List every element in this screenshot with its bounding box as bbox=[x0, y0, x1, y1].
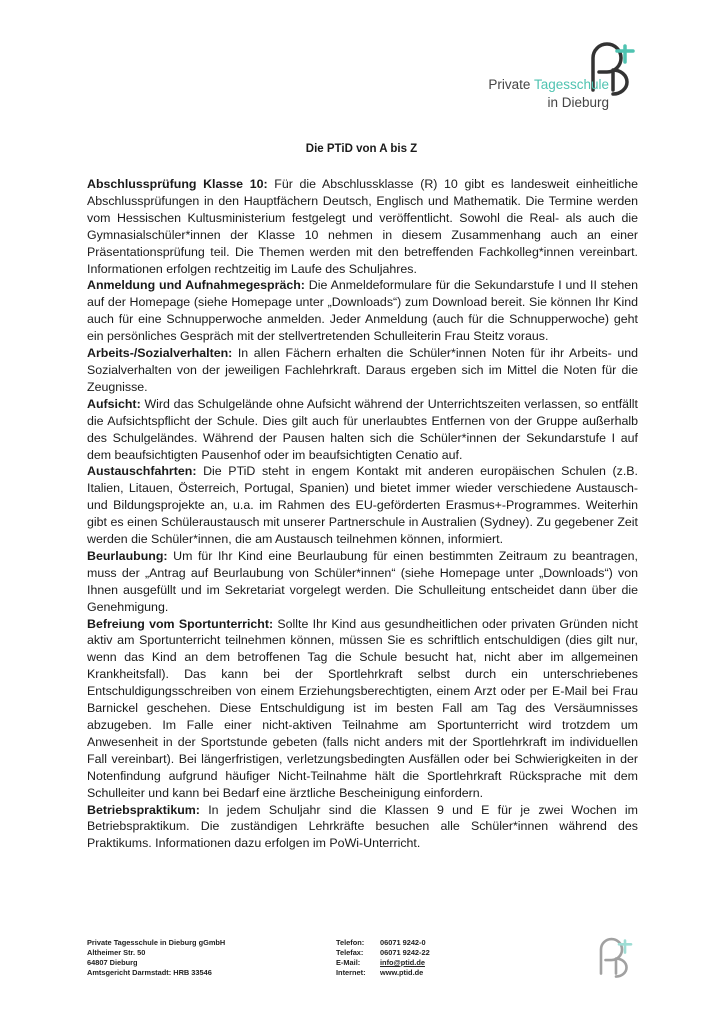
entry-betriebspraktikum bbox=[87, 802, 638, 853]
document-body bbox=[87, 176, 638, 852]
school-name-line-1 bbox=[488, 76, 609, 94]
entry-text: Die PTiD steht in engem Kontakt mit anderen europäischen Schulen (z.B. Italien, Litauen, Österreich, Portugal, Spanien) und bietet immer wieder verschiedene Austausch- und Bildungsprojekte an, u.a. im Rahmen des EU-geförderten Erasmus+-Programmes. Weiterhin gibt es einen Schüleraustausch mit unserer Partnerschule in Australien (Sydney). Zu gegebener Zeit werden die Schüler*innen, die am Austausch teilnehmen können, informiert. bbox=[87, 464, 638, 547]
footer-email-row bbox=[336, 958, 456, 968]
footer-web-row bbox=[336, 968, 456, 978]
entry-term: Beurlaubung: bbox=[87, 548, 168, 563]
footer-address bbox=[87, 938, 327, 978]
footer-fax: 06071 9242-22 bbox=[380, 948, 430, 957]
school-name-accent: Tagesschule bbox=[533, 77, 609, 92]
entry-text: Um für Ihr Kind eine Beurlaubung für einen bestimmten Zeitraum zu beantragen, muss der „Antrag auf Beurlaubung von Schüler*innen“ (siehe Homepage unter „Downloads“) von Ihnen ausgefüllt und im Sekretariat vorgelegt werden. Die Schulleitung entscheidet dann über die Genehmigung. bbox=[87, 548, 638, 614]
entry-term: Abschlussprüfung Klasse 10: bbox=[87, 177, 268, 191]
entry-aufsicht bbox=[87, 396, 638, 464]
school-name-part: Private bbox=[488, 77, 534, 92]
entry-term: Anmeldung und Aufnahmegespräch: bbox=[87, 278, 305, 293]
footer-phone: 06071 9242-0 bbox=[380, 938, 426, 947]
footer-street: Altheimer Str. 50 bbox=[87, 948, 146, 957]
school-name bbox=[488, 76, 609, 112]
entry-term: Aufsicht: bbox=[87, 396, 141, 411]
footer-email-link[interactable]: info@ptid.de bbox=[380, 958, 425, 967]
footer-phone-row bbox=[336, 938, 456, 948]
footer-label: Telefon: bbox=[336, 938, 365, 947]
entry-term: Befreiung vom Sportunterricht: bbox=[87, 616, 274, 631]
footer-label: Internet: bbox=[336, 968, 366, 977]
school-name-city: Dieburg bbox=[561, 95, 609, 110]
ptid-footer-logo-icon bbox=[598, 936, 634, 978]
entry-text: Wird das Schulgelände ohne Aufsicht während der Unterrichtszeiten verlassen, so entfällt die Aufsichtspflicht der Schule. Dies gilt auch für unerlaubtes Entfernen von der Gruppe außerhalb des Schulgeländes. Während der Pausen halten sich die Schüler*innen der Sekundarstufe I auf dem beaufsichtigten Pausenhof oder im beaufsichtigten Cenatio auf. bbox=[87, 396, 638, 462]
footer-city: 64807 Dieburg bbox=[87, 958, 138, 967]
footer-website-link[interactable]: www.ptid.de bbox=[380, 968, 424, 977]
footer-fax-row bbox=[336, 948, 456, 958]
entry-text: Für die Abschlussklasse (R) 10 gibt es landesweit einheitliche Abschlussprüfungen in den Hauptfächern Deutsch, Englisch und Mathematik. Die Termine werden vom Hessischen Kultusministerium festgelegt und veröffentlicht. Sowohl die Real- als auch die Gymnasialschüler*innen der Klasse 10 nehmen in diesem Zusammenhang auch an einer Präsentationsprüfung teil. Die Themen werden mit den betreffenden Fachkolleg*innen vereinbart. Informationen erfolgen rechtzeitig im Laufe des Schuljahres. bbox=[87, 177, 639, 276]
footer-label: E-Mail: bbox=[336, 958, 361, 967]
entry-beurlaubung bbox=[87, 548, 638, 616]
entry-text: Sollte Ihr Kind aus gesundheitlichen oder privaten Gründen nicht aktiv am Sportunterricht teilnehmen können, müssen Sie es schriftlich entschuldigen (dies gilt nur, wenn das Kind an dem betroffenen Tag die Schule besucht hat, nicht aber im allgemeinen Krankheitsfall). Das kann bei der Sportlehrkraft selbst durch ein unterschriebenes Entschuldigungsschreiben von einem Erziehungsberechtigten, einem Arzt oder per E-Mail bei Frau Barnickel geschehen. Diese Entschuldigung ist im besten Fall am Tag des Versäumnisses abzugeben. Im Falle einer nicht-aktiven Teilnahme am Sportunterricht wird trotzdem um Anwesenheit in der Sportstunde gebeten (falls nicht anders mit der Sportlehrkraft im individuellen Fall vereinbart). Bei längerfristigen, verletzungsbedingten Ausfällen oder bei Schwierigkeiten in der Notenfindung aufgrund häufiger Nicht-Teilnahme hält die Sportlehrkraft Rücksprache mit dem Schulleiter und kann bei Bedarf eine ärztliche Bescheinigung einfordern. bbox=[87, 616, 638, 800]
document-title: Die PTiD von A bis Z bbox=[305, 143, 418, 155]
entry-text: In allen Fächern erhalten die Schüler*innen Noten für ihr Arbeits- und Sozialverhalten von der jeweiligen Fachlehrkraft. Daraus ergeben sich im Mittel die Noten für die Zeugnisse. bbox=[87, 346, 638, 394]
entry-anmeldung bbox=[87, 277, 638, 345]
entry-austauschfahrten bbox=[87, 463, 638, 548]
entry-arbeits-sozialverhalten bbox=[87, 345, 638, 396]
entry-text: Die Anmeldeformulare für die Sekundarstufe I und II stehen auf der Homepage (siehe Homepage unter „Downloads“) zum Download bereit. Sie können Ihr Kind auch für eine Schnupperwoche anmelden. Jeder Anmeldung (auch für die Schnupperwoche) geht ein persönliches Gespräch mit der stellvertretenden Schulleiterin Frau Steitz voraus. bbox=[87, 278, 639, 344]
school-name-part: in bbox=[547, 95, 562, 110]
entry-abschlusspruefung bbox=[87, 176, 638, 277]
footer-register: Amtsgericht Darmstadt: HRB 33546 bbox=[87, 968, 212, 977]
entry-term: Austauschfahrten: bbox=[87, 464, 197, 479]
footer-label: Telefax: bbox=[336, 948, 364, 957]
entry-text: In jedem Schuljahr sind die Klassen 9 und E für je zwei Wochen im Betriebspraktikum. Die zuständigen Lehrkräfte besuchen alle Schüler*innen während des Praktikums. Informationen dazu erfolgen im PoWi-Unterricht. bbox=[87, 802, 638, 851]
entry-term: Arbeits-/Sozialverhalten: bbox=[87, 346, 233, 361]
footer-contact bbox=[336, 938, 456, 978]
entry-befreiung-sport bbox=[87, 616, 638, 802]
school-name-line-2 bbox=[488, 94, 609, 112]
entry-term: Betriebspraktikum: bbox=[87, 802, 200, 817]
footer-company: Private Tagesschule in Dieburg gGmbH bbox=[87, 938, 226, 947]
